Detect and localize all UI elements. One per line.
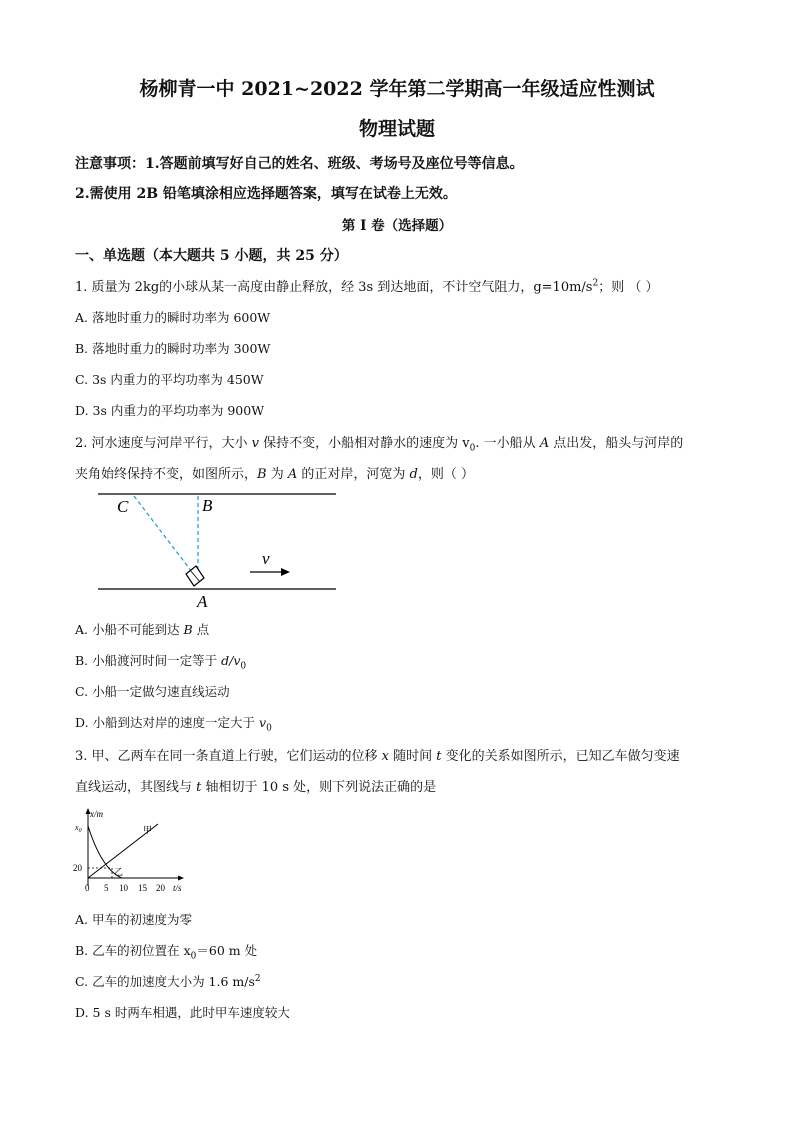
x-axis-arrow-icon bbox=[178, 876, 184, 881]
displacement-time-graph bbox=[70, 800, 200, 898]
graph-tick-10: 10 bbox=[119, 883, 128, 893]
section-heading: 一、单选题（本大题共 5 小题，共 25 分） bbox=[75, 248, 348, 264]
graph-origin-label: 0 bbox=[85, 883, 90, 893]
question-1-option-b: B. 落地时重力的瞬时功率为 300W bbox=[75, 341, 271, 356]
label-A: A bbox=[197, 592, 208, 611]
question-3-option-c: C. 乙车的加速度大小为 1.6 $m/s^2$ bbox=[75, 973, 261, 989]
notice-line-1: 注意事项：1.答题前填写好自己的姓名、班级、考场号及座位号等信息。 bbox=[75, 156, 524, 172]
graph-tick-5: 5 bbox=[104, 883, 109, 893]
graph-tick-15: 15 bbox=[138, 883, 147, 893]
question-3-line-1: 3. 甲、乙两车在同一条直道上行驶，它们运动的位移 x 随时间 t 变化的关系如图所示，已知乙车做匀变速 bbox=[75, 749, 680, 764]
question-1-option-d: D. 3s 内重力的平均功率为 900W bbox=[75, 403, 265, 418]
question-2-option-c: C. 小船一定做匀速直线运动 bbox=[75, 684, 230, 699]
exam-title: 杨柳青一中 2021~2022 学年第二学期高一年级适应性测试 bbox=[139, 78, 655, 100]
question-1-text: 1. 质量为 2kg的小球从某一高度由静止释放，经 3s 到达地面，不计空气阻力，g=10m/s bbox=[75, 280, 593, 295]
question-3-option-d: D. 5 s 时两车相遇，此时甲车速度较大 bbox=[75, 1005, 290, 1020]
label-yi: 乙 bbox=[114, 867, 124, 877]
question-2-line-1: 2. 河水速度与河岸平行，大小 v 保持不变，小船相对静水的速度为 $v_0$. 一小船从 A 点出发，船头与河岸的 bbox=[75, 436, 684, 454]
question-2-option-d: D. 小船到达对岸的速度一定大于 $v_0$ bbox=[75, 715, 272, 734]
graph-ylabel: x/m bbox=[90, 809, 103, 819]
graph-tick-20: 20 bbox=[156, 883, 165, 893]
label-C: C bbox=[117, 497, 129, 516]
answer-bracket: ；则 （ ） bbox=[598, 280, 659, 295]
river-crossing-figure bbox=[90, 486, 350, 616]
question-2-option-b: B. 小船渡河时间一定等于 $d/v_0$ bbox=[75, 653, 247, 672]
boat-heading-line bbox=[134, 496, 192, 572]
question-3-line-2: 直线运动，其图线与 t 轴相切于 10 s 处，则下列说法正确的是 bbox=[75, 780, 437, 795]
question-1-option-a: A. 落地时重力的瞬时功率为 600W bbox=[75, 310, 271, 325]
label-B: B bbox=[202, 496, 213, 515]
question-2-option-a: A. 小船不可能到达 B 点 bbox=[75, 622, 210, 637]
label-v: v bbox=[262, 549, 270, 568]
current-arrow-head-icon bbox=[281, 568, 290, 576]
question-3-option-a: A. 甲车的初速度为零 bbox=[75, 912, 192, 927]
graph-y20-label: 20 bbox=[73, 863, 82, 873]
graph-xlabel: t/s bbox=[173, 883, 182, 893]
label-jia: 甲 bbox=[143, 825, 153, 835]
question-2-line-2: 夹角始终保持不变，如图所示，B 为 A 的正对岸，河宽为 d，则（ ） bbox=[75, 467, 474, 482]
exam-subtitle: 物理试题 bbox=[358, 118, 435, 140]
notice-line-2: 2.需使用 2B 铅笔填涂相应选择题答案，填写在试卷上无效。 bbox=[75, 186, 457, 202]
question-1-option-c: C. 3s 内重力的平均功率为 450W bbox=[75, 372, 264, 387]
unit-exponent: 2 bbox=[592, 278, 599, 289]
question-1-stem bbox=[75, 276, 658, 295]
part-title: 第 I 卷（选择题） bbox=[341, 218, 453, 234]
question-3-option-b: B. 乙车的初位置在 $x_0=60$ m 处 bbox=[75, 943, 258, 962]
graph-x0-label: $x_0$ bbox=[75, 823, 82, 834]
